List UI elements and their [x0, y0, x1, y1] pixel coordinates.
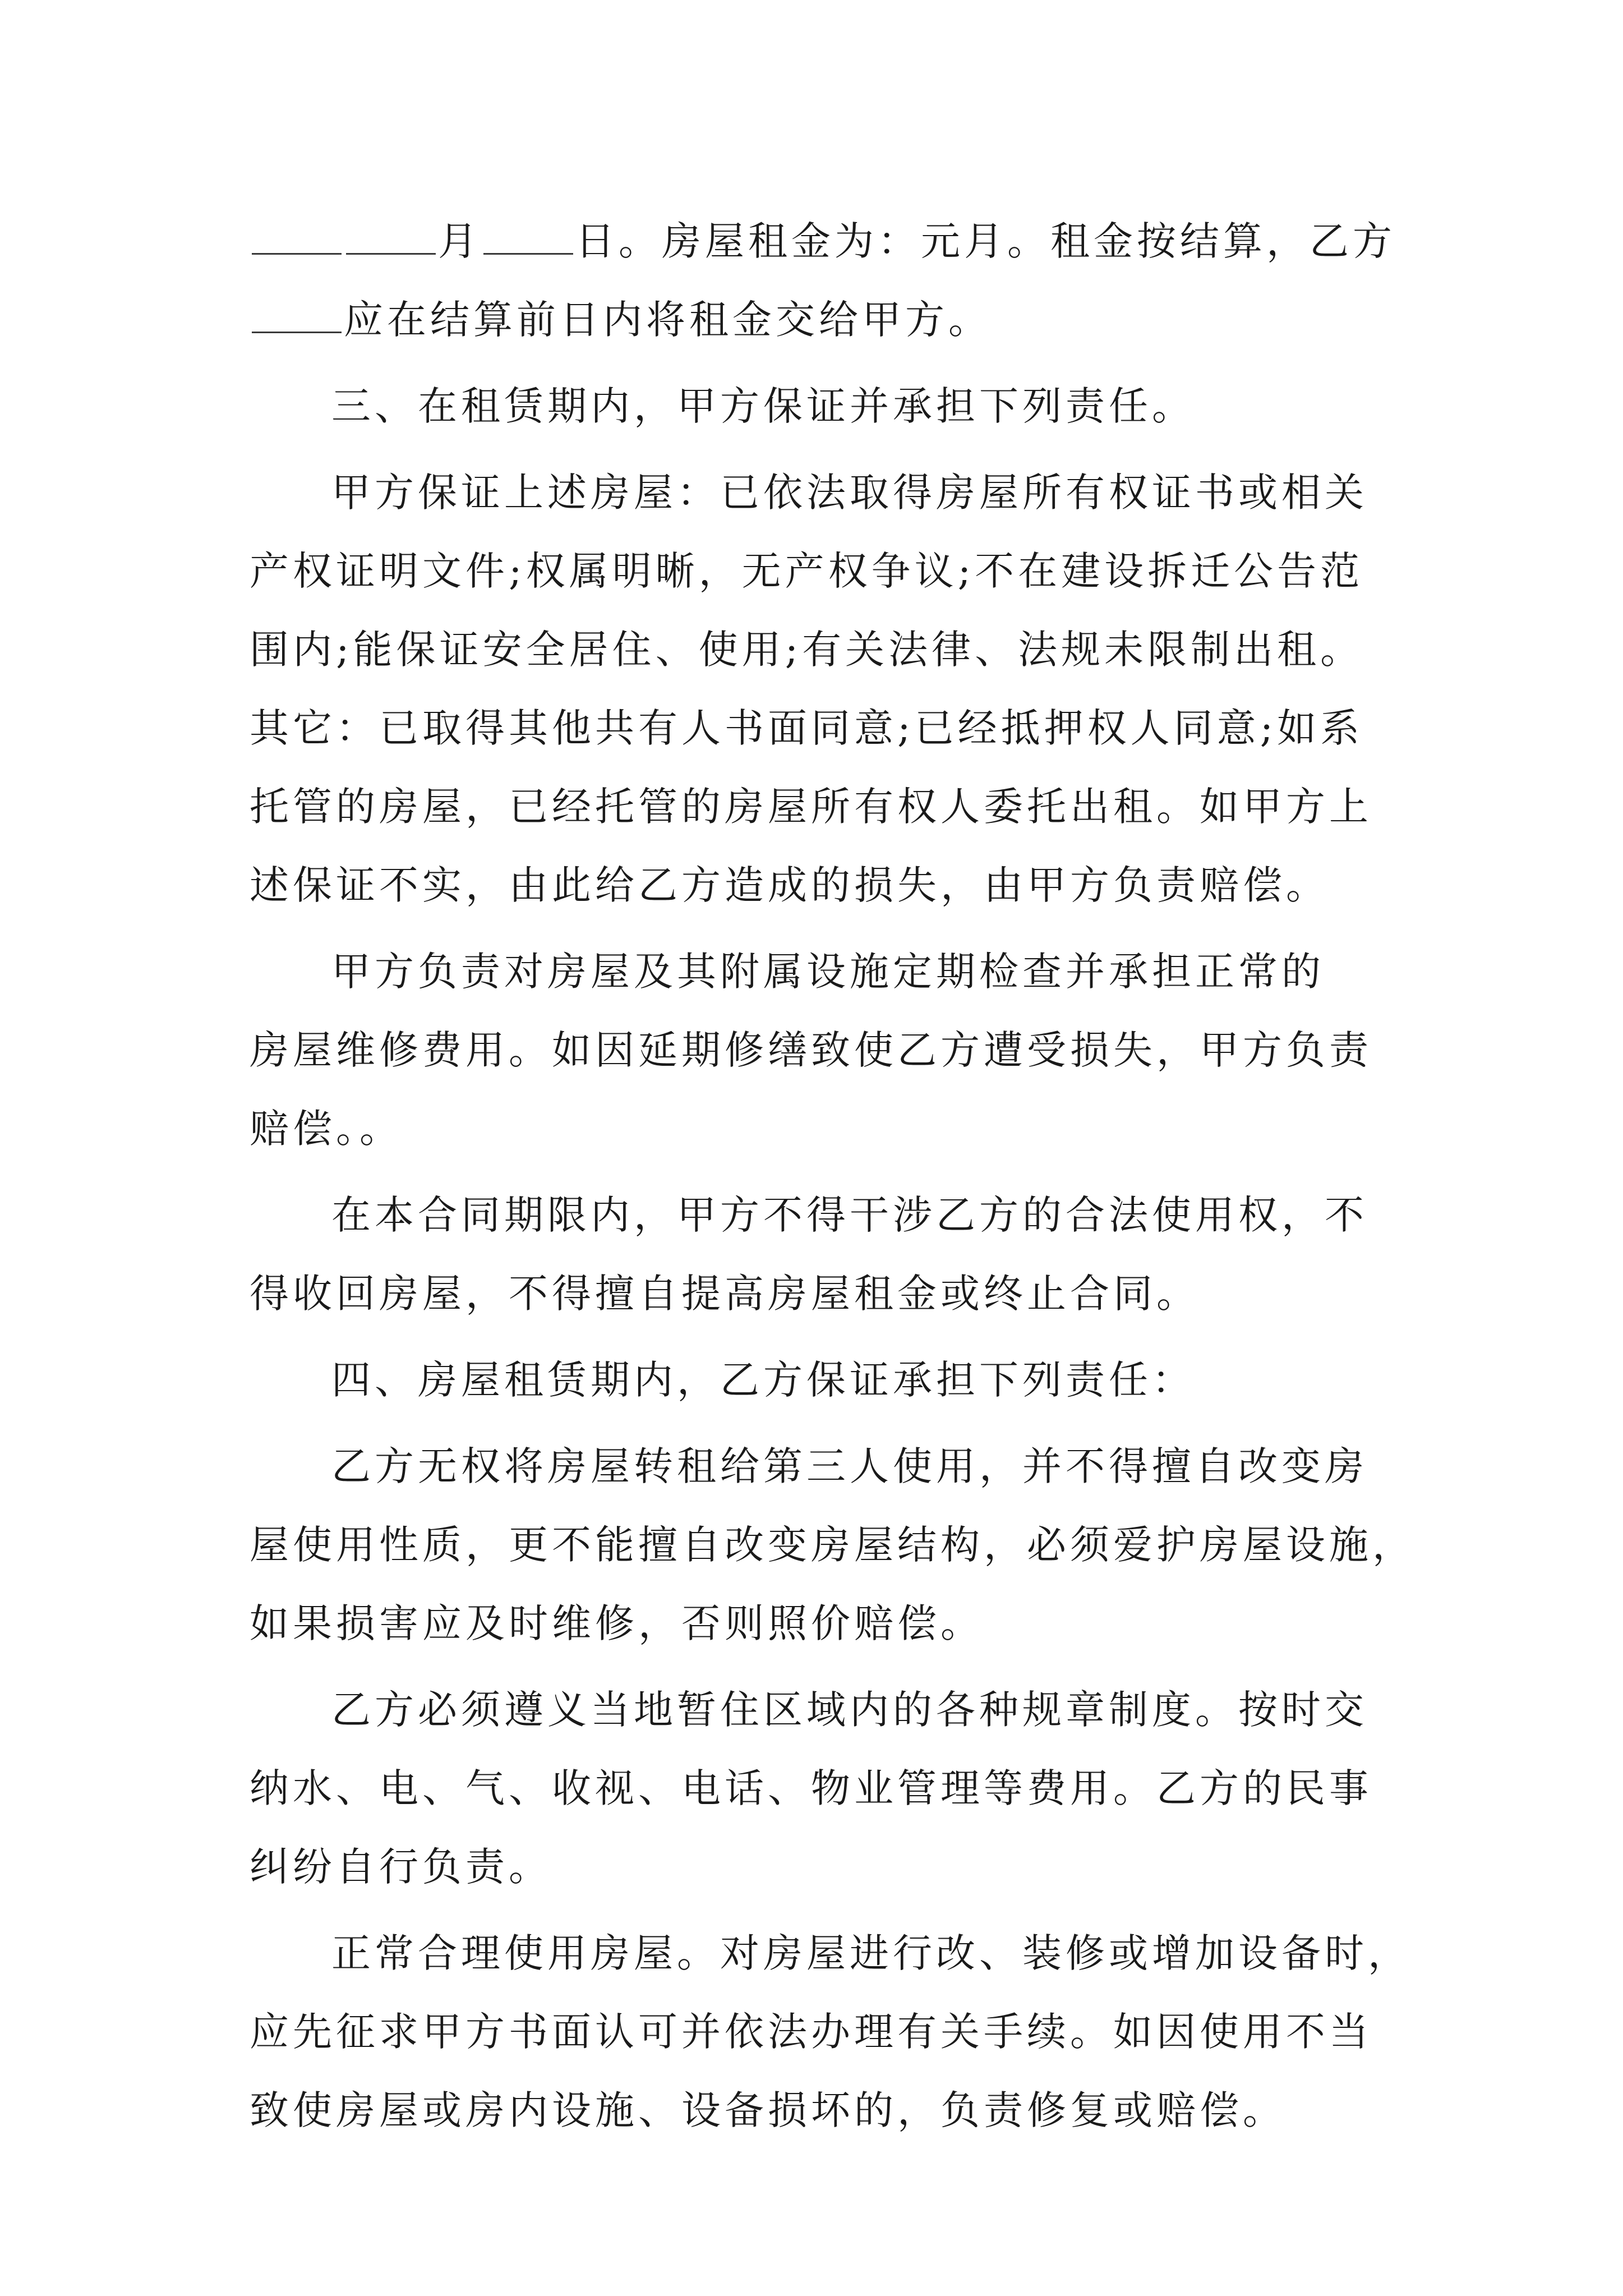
- line-text: 甲方保证上述房屋：已依法取得房屋所有权证书或相关: [331, 470, 1368, 516]
- line-text: 托管的房屋，已经托管的房屋所有权人委托出租。如甲方上: [250, 784, 1372, 830]
- line-text: 得收回房屋，不得擅自提高房屋租金或终止合同。: [250, 1271, 1200, 1317]
- text-line: [250, 1176, 1377, 1254]
- line-text: 月: [438, 218, 481, 264]
- text-line: [250, 1427, 1377, 1506]
- paragraph-gap: [250, 1168, 1377, 1176]
- line-text: 房屋维修费用。如因延期修缮致使乙方遭受损失，甲方负责: [250, 1027, 1372, 1073]
- text-line: [250, 1828, 1377, 1906]
- fill-in-blank: [483, 219, 573, 255]
- text-line: [250, 610, 1377, 689]
- line-text: 应在结算前: [344, 297, 560, 343]
- text-line: [250, 453, 1377, 532]
- text-line: [250, 1749, 1377, 1828]
- text-line: [250, 932, 1377, 1011]
- line-text: 纠纷自行负责。: [250, 1844, 552, 1890]
- line-text: 在本合同期限内，甲方不得干涉乙方的合法使用权，不: [331, 1192, 1368, 1238]
- paragraph-gap: [250, 359, 1377, 367]
- text-line: [250, 689, 1377, 767]
- paragraph-gap: [250, 445, 1377, 453]
- contract-body-text: [250, 202, 1415, 2150]
- text-line: [250, 1341, 1377, 1419]
- line-text: 围内;能保证安全居住、使用;有关法律、法规未限制出租。: [250, 627, 1364, 673]
- paragraph-gap: [250, 1333, 1377, 1341]
- text-line: [250, 1011, 1377, 1089]
- text-line: [250, 1993, 1377, 2071]
- text-line: [250, 280, 1377, 359]
- line-text: 乙方无权将房屋转租给第三人使用，并不得擅自改变房: [331, 1443, 1368, 1489]
- line-text: 赔偿。。: [250, 1106, 403, 1152]
- line-text: 述保证不实，由此给乙方造成的损失，由甲方负责赔偿。: [250, 862, 1329, 908]
- line-text: 甲方负责对房屋及其附属设施定期检查并承担正常的: [331, 949, 1325, 995]
- line-text: 产权证明文件;权属明晰，无产权争议;不在建设拆迁公告范: [250, 548, 1364, 594]
- paragraph-gap: [250, 1906, 1377, 1914]
- line-text: 屋使用性质，更不能擅自改变房屋结构，必须爱护房屋设施，: [250, 1522, 1415, 1568]
- text-line: [250, 846, 1377, 924]
- line-text: 如果损害应及时维修，否则照价赔偿。: [250, 1600, 984, 1646]
- line-text: 纳水、电、气、收视、电话、物业管理等费用。乙方的民事: [250, 1765, 1372, 1811]
- line-text: 致使房屋或房内设施、设备损坏的，负责修复或赔偿。: [250, 2087, 1286, 2133]
- fill-in-blank: [252, 298, 342, 333]
- text-line: [250, 1089, 1377, 1168]
- text-line: [250, 367, 1377, 445]
- line-text: 正常合理使用房屋。对房屋进行改、装修或增加设备时，: [331, 1930, 1411, 1976]
- line-text: 乙方必须遵义当地暂住区域内的各种规章制度。按时交: [331, 1687, 1368, 1733]
- line-text: 其它：已取得其他共有人书面同意;已经抵押权人同意;如系: [250, 705, 1364, 751]
- paragraph-gap: [250, 1419, 1377, 1427]
- text-line: [250, 202, 1396, 280]
- text-line: [250, 767, 1377, 846]
- fill-in-blank: [346, 219, 436, 255]
- paragraph-gap: [250, 924, 1377, 932]
- fill-in-blank: [252, 219, 342, 255]
- text-line: [250, 1584, 1377, 1663]
- text-line: [250, 1254, 1377, 1333]
- line-text: 日。房屋租金为：: [575, 218, 921, 264]
- line-text: 三、在租赁期内，甲方保证并承担下列责任。: [331, 383, 1195, 429]
- text-line: [250, 532, 1377, 610]
- text-line: [250, 2071, 1377, 2150]
- text-line: [250, 1671, 1377, 1749]
- line-text: 四、房屋租赁期内，乙方保证承担下列责任：: [331, 1357, 1195, 1403]
- line-text: 元月。租金按结算，乙方: [921, 218, 1396, 264]
- line-text: 日内将租金交给甲方。: [560, 297, 992, 343]
- text-line: [250, 1914, 1411, 1993]
- text-line: [250, 1506, 1415, 1584]
- paragraph-gap: [250, 1663, 1377, 1671]
- line-text: 应先征求甲方书面认可并依法办理有关手续。如因使用不当: [250, 2009, 1372, 2055]
